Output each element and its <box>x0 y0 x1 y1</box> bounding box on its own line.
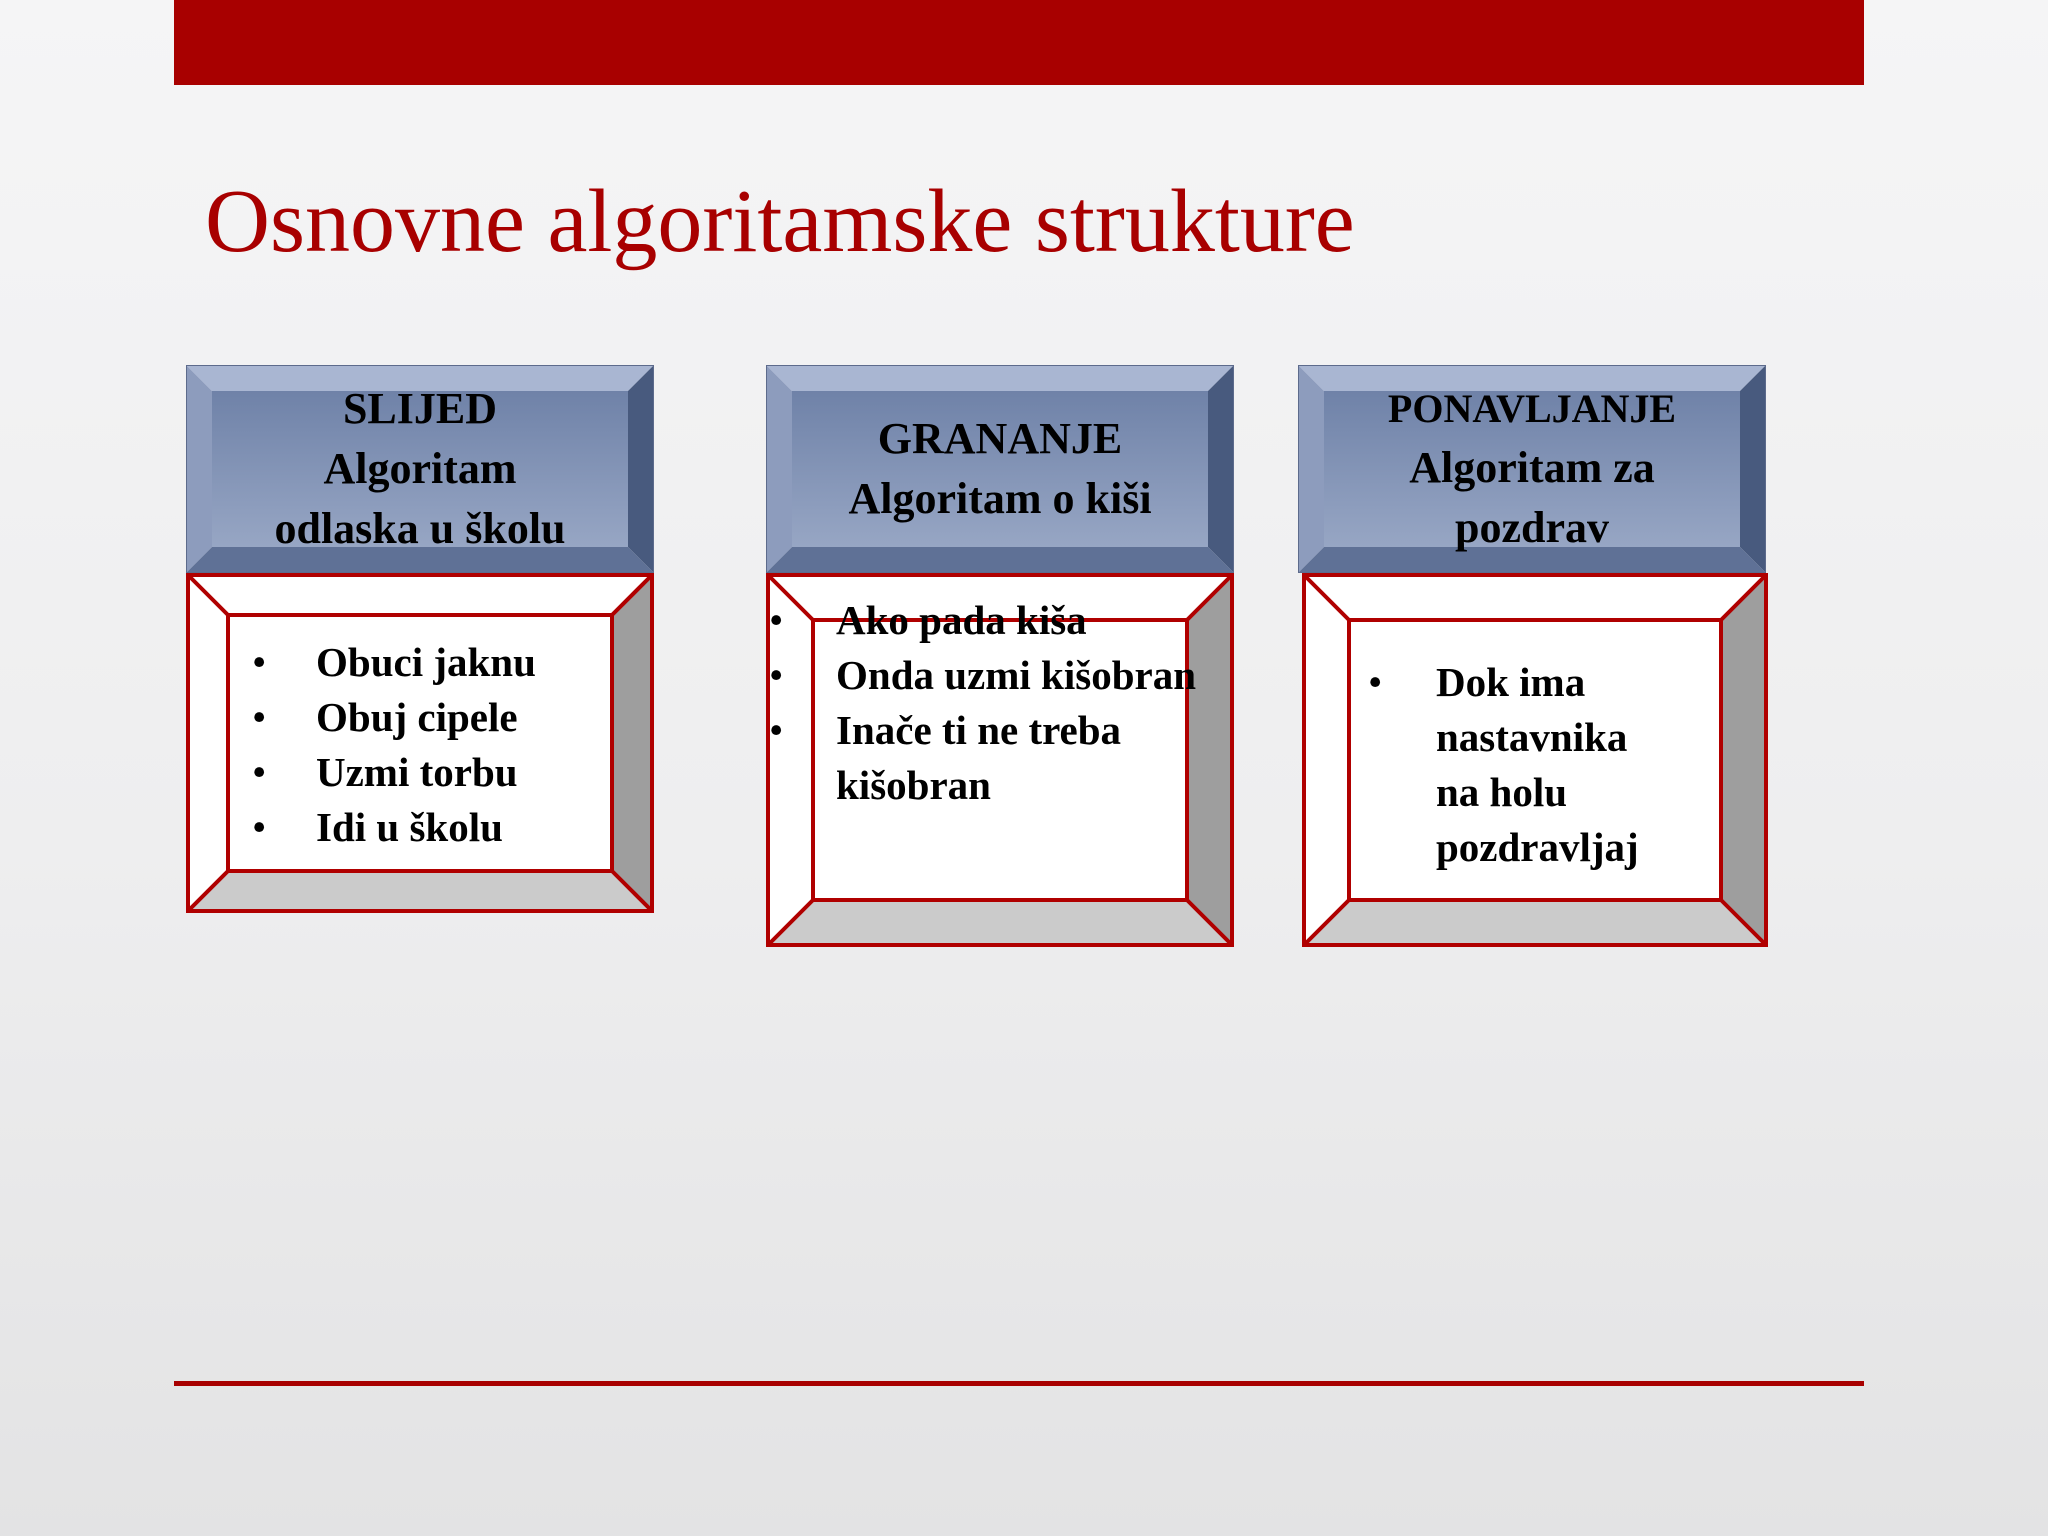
list-item-continuation <box>1302 765 1768 820</box>
body-box-slijed <box>186 573 654 913</box>
list-item-text: pozdravljaj <box>1436 824 1639 870</box>
list-item-text: Obuci jaknu <box>316 639 536 685</box>
header-box-ponavljanje <box>1298 365 1766 573</box>
bullet: • <box>769 707 784 753</box>
list-item <box>186 800 654 855</box>
slide-title: Osnovne algoritamske strukture <box>205 172 1355 271</box>
body-box-ponavljanje <box>1302 573 1768 947</box>
list-item-continuation <box>1302 820 1768 875</box>
item-list-slijed <box>186 635 654 855</box>
list-item <box>766 593 1266 648</box>
list-item-text: Dok ima <box>1436 659 1586 705</box>
list-item-text: na holu <box>1436 769 1568 815</box>
header-subtitle-line: odlaska u školu <box>274 504 566 553</box>
list-item-text: kišobran <box>836 762 991 808</box>
header-title: PONAVLJANJE <box>1387 386 1677 431</box>
bullet: • <box>252 639 267 685</box>
list-item-text: Onda uzmi kišobran <box>836 652 1196 698</box>
header-subtitle-line: Algoritam o kiši <box>848 474 1152 523</box>
bullet: • <box>769 597 784 643</box>
list-item <box>766 648 1266 703</box>
header-title: SLIJED <box>342 384 498 433</box>
top-accent-bar <box>174 0 1864 85</box>
header-box-grananje <box>766 365 1234 573</box>
bullet: • <box>1368 659 1383 705</box>
item-list-grananje <box>766 593 1266 813</box>
list-item <box>766 703 1266 758</box>
list-item <box>186 690 654 745</box>
list-item-continuation <box>766 758 1266 813</box>
header-text-ponavljanje <box>1298 365 1766 573</box>
bottom-divider <box>174 1381 1864 1386</box>
list-item <box>186 635 654 690</box>
bullet: • <box>252 694 267 740</box>
header-text-slijed <box>186 365 654 573</box>
list-item-text: Obuj cipele <box>316 694 518 740</box>
header-subtitle-line: Algoritam za <box>1409 443 1655 492</box>
header-title: GRANANJE <box>877 414 1123 463</box>
list-item-text: Inače ti ne treba <box>836 707 1122 753</box>
list-item-continuation <box>1302 710 1768 765</box>
bullet: • <box>252 804 267 850</box>
header-text-grananje <box>766 365 1234 573</box>
bullet: • <box>769 652 784 698</box>
list-item-text: nastavnika <box>1436 714 1628 760</box>
body-box-grananje <box>766 573 1234 947</box>
list-item-text: Ako pada kiša <box>836 597 1087 643</box>
list-item-text: Idi u školu <box>316 804 503 850</box>
list-item <box>186 745 654 800</box>
list-item <box>1302 655 1768 710</box>
header-box-slijed <box>186 365 654 573</box>
list-item-text: Uzmi torbu <box>316 749 518 795</box>
header-subtitle-line: Algoritam <box>323 444 517 493</box>
header-subtitle-line: pozdrav <box>1455 503 1609 552</box>
item-list-ponavljanje <box>1302 655 1768 875</box>
bullet: • <box>252 749 267 795</box>
